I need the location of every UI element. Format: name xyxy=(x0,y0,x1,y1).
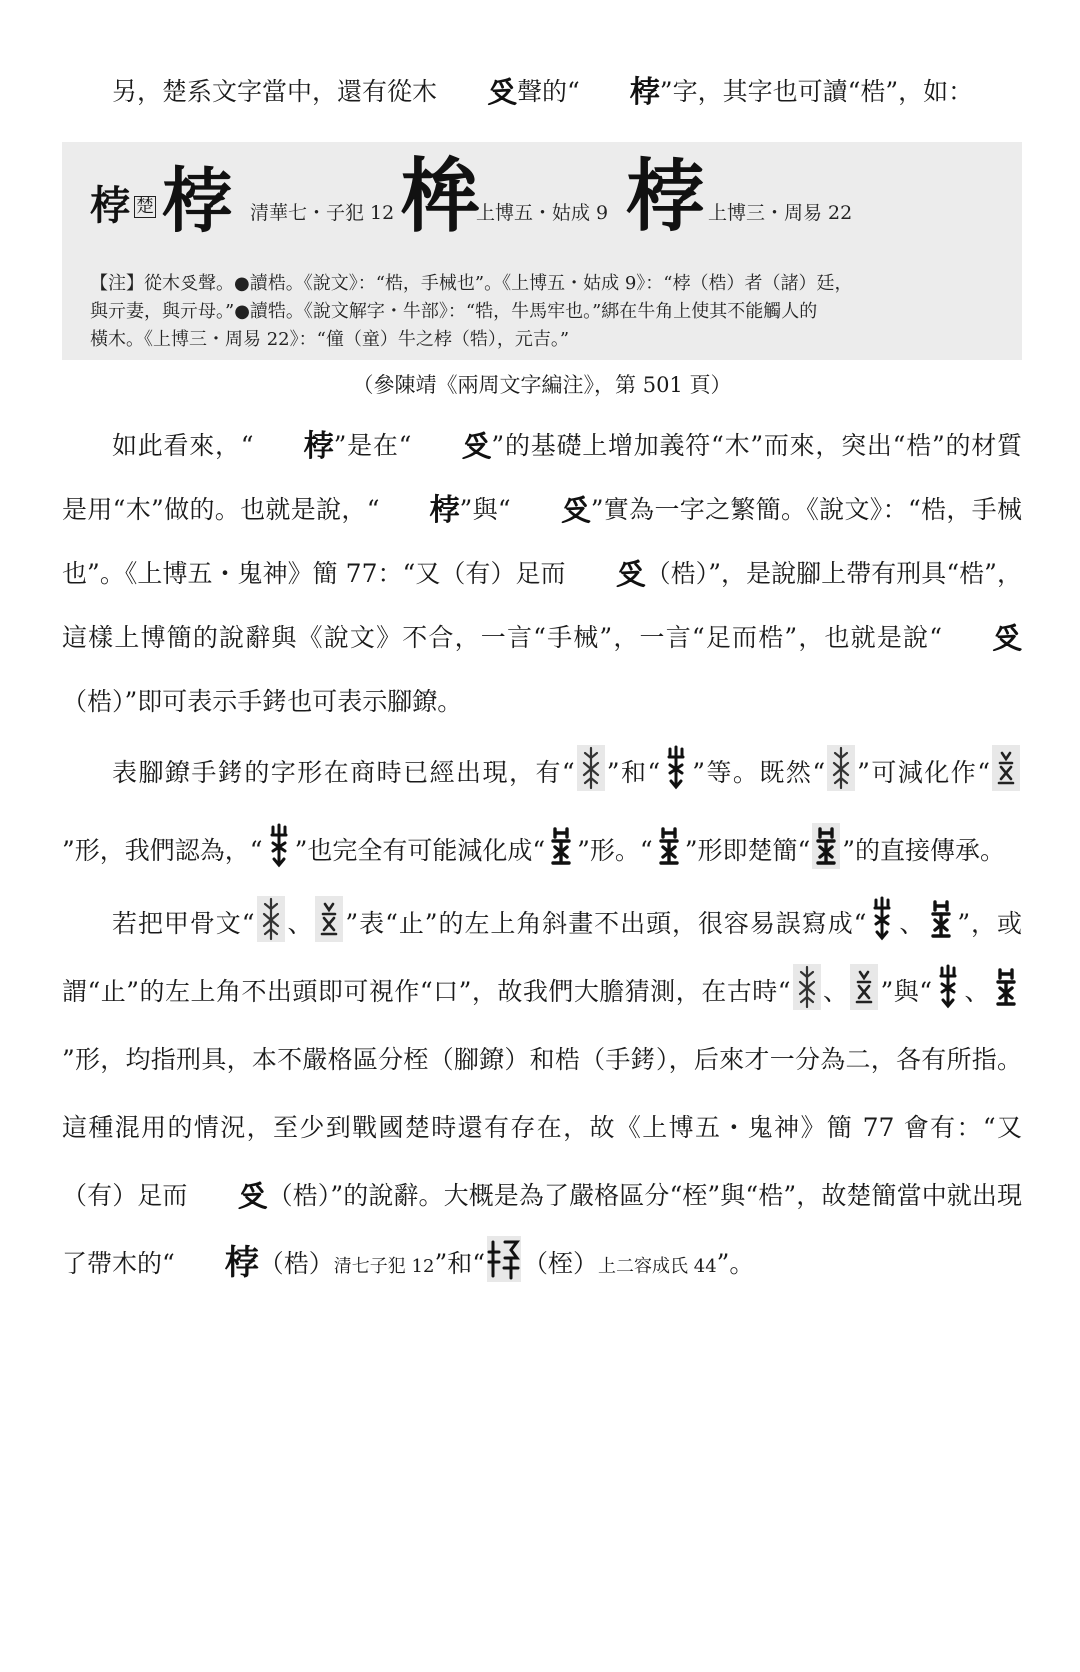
source-citation: 上二容成氏 44 xyxy=(598,1256,717,1277)
text-run: 、 xyxy=(964,977,991,1006)
figure-head-character: 桲 xyxy=(90,182,130,229)
oracle-character-image xyxy=(812,823,840,869)
body-paragraph-2 xyxy=(62,734,1022,890)
text-run: ”字，其字也可讀“梏”，如： xyxy=(659,77,974,106)
oracle-character-image xyxy=(577,745,605,791)
text-run: ”，或謂“止”的左上角不出頭即可視作“口”，故我們大膽猜測，在古時“ xyxy=(62,909,1023,1006)
text-run: ”。 xyxy=(716,1249,755,1278)
archaic-character: 𠬪 xyxy=(615,557,646,592)
figure-character-row xyxy=(90,149,994,270)
oracle-character-image xyxy=(992,745,1020,791)
text-run: ”和“ xyxy=(606,758,661,787)
oracle-character-image xyxy=(793,964,821,1010)
text-run: ”和“ xyxy=(434,1249,485,1278)
body-paragraph-3 xyxy=(62,890,1022,1301)
figure-source-label-1: 清華七・子犯 12 xyxy=(250,202,395,224)
figure-source-label-3: 上博三・周易 22 xyxy=(708,202,853,224)
archaic-character: 𠬪 xyxy=(237,1179,268,1214)
text-run: ”的基礎上增加義符“木”而來，突出“梏”的材質是用“木”做的。也就是說，“ xyxy=(62,431,1023,524)
text-run: ”表“止”的左上角斜畫不出頭，很容易誤寫成“ xyxy=(345,909,867,938)
oracle-character-image xyxy=(257,896,285,942)
oracle-character-image xyxy=(662,745,690,791)
bamboo-slip-character-image xyxy=(487,1236,521,1282)
text-run: 表腳鐐手銬的字形在商時已經出現，有“ xyxy=(112,758,575,787)
text-run: ”等。既然“ xyxy=(692,758,826,787)
figure-seal-character-1: 桲 xyxy=(162,159,232,242)
text-run: （梏）”，是說腳上帶有刑具“梏”，這樣上博簡的說辭與《說文》不合，一言“手械”，一言“足而梏”，也就是說“ xyxy=(62,559,1023,652)
oracle-character-image xyxy=(265,823,293,869)
figure-note-line: 【注】從木𠬪聲。●讀梏。《說文》：“梏，手械也”。《上博五・姑成 9》：“桲（梏）者（諸）廷， xyxy=(90,273,853,294)
text-run: ”與“ xyxy=(880,977,933,1006)
text-run: （梏）”的說辭。大概是為了嚴格區分“桎”與“梏”，故楚簡當中就出現了帶木的“ xyxy=(62,1181,1022,1278)
text-run: ”形，均指刑具，本不嚴格區分桎（腳鐐）和梏（手銬），后來才一分為二，各有所指。這種混用的情況，至少到戰國楚時還有存在，故《上博五・鬼神》簡 77 會有：“又（有）足而 xyxy=(62,1045,1022,1210)
source-citation: 清七子犯 12 xyxy=(333,1256,435,1277)
text-run: 、 xyxy=(822,977,849,1006)
figure-source-label-2: 上博五・姑成 9 xyxy=(476,202,609,224)
oracle-character-image xyxy=(655,823,683,869)
scanned-figure xyxy=(62,142,1022,360)
text-run: 若把甲骨文“ xyxy=(112,909,255,938)
archaic-character: 𠬪 xyxy=(992,621,1022,656)
oracle-character-image xyxy=(315,896,343,942)
oracle-character-image xyxy=(934,964,962,1010)
oracle-character-image xyxy=(868,896,896,942)
figure-caption: （參陳靖《兩周文字編注》，第 501 頁） xyxy=(352,373,732,397)
text-run: ”的直接傳承。 xyxy=(842,836,1006,865)
text-run: ”形。“ xyxy=(577,836,653,865)
archaic-character: 桲 xyxy=(429,493,460,528)
text-run: ”形即楚簡“ xyxy=(684,836,811,865)
archaic-character: 𠬪 xyxy=(461,429,492,464)
intro-paragraph xyxy=(62,60,1022,124)
oracle-character-image xyxy=(850,964,878,1010)
text-run: ”是在“ xyxy=(333,431,412,460)
text-run: ”形，我們認為，“ xyxy=(62,836,263,865)
text-run: 聲的“ xyxy=(517,77,580,106)
figure-note-line: 與亓妻，與亓母。”●讀牿。《說文解字・牛部》：“牿，牛馬牢也。”綁在牛角上使其不能觸人的 xyxy=(90,301,818,322)
archaic-character: 𠬪 xyxy=(560,493,591,528)
text-run: 、 xyxy=(898,909,926,938)
figure-note-line: 橫木。《上博三・周易 22》：“僮（童）牛之桲（牿），元吉。” xyxy=(90,329,570,350)
text-run: ”與“ xyxy=(459,495,511,524)
oracle-character-image xyxy=(992,964,1020,1010)
text-run: ”可減化作“ xyxy=(857,758,991,787)
text-run: 、 xyxy=(286,909,314,938)
oracle-character-image xyxy=(927,896,955,942)
text-run: （桎） xyxy=(523,1249,599,1278)
body-paragraph-1 xyxy=(62,414,1022,734)
text-run: （梏） xyxy=(258,1249,334,1278)
oracle-character-image xyxy=(827,745,855,791)
text-run: （梏）”即可表示手銬也可表示腳鐐。 xyxy=(62,687,463,716)
figure-head-boxed-character: 楚 xyxy=(136,196,154,217)
figure-seal-character-2: 桙 xyxy=(400,149,480,243)
archaic-character: 桲 xyxy=(224,1243,259,1283)
text-run: ”也完全有可能減化成“ xyxy=(294,836,546,865)
archaic-character: 桲 xyxy=(629,75,660,110)
archaic-character: 桲 xyxy=(303,429,334,464)
oracle-character-image xyxy=(547,823,575,869)
text-run: 另，楚系文字當中，還有從木 xyxy=(112,77,438,106)
figure-seal-character-3: 桲 xyxy=(626,151,705,242)
text-run: 如此看來，“ xyxy=(112,431,254,460)
archaic-character: 𠬪 xyxy=(487,75,518,110)
text-run: ”實為一字之繁簡。《說文》：“梏，手械也”。《上博五・鬼神》簡 77：“又（有）足而 xyxy=(62,495,1023,588)
